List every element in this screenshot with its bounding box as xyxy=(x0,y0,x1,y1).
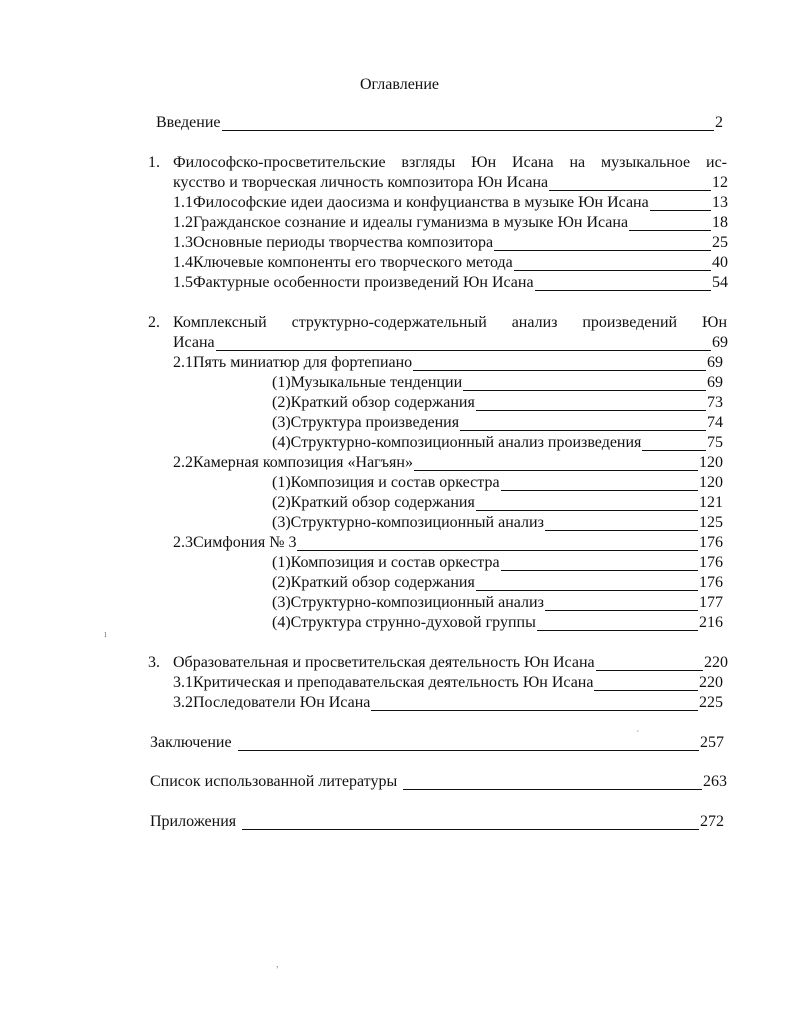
leader-line xyxy=(545,596,698,611)
toc-label: Философские идеи даосизма и конфуцианства в музыке Юн Исана xyxy=(193,194,649,211)
toc-number: (1) xyxy=(272,374,291,391)
toc-page: 263 xyxy=(703,773,727,790)
toc-page: 120 xyxy=(699,454,723,471)
chapter-number: 3. xyxy=(148,654,160,671)
toc-number: (1) xyxy=(272,474,291,491)
toc-page: 125 xyxy=(699,514,723,531)
toc-entry-intro[interactable] xyxy=(156,113,723,133)
toc-page: 216 xyxy=(699,614,723,631)
toc-label: Симфония № 3 xyxy=(193,534,297,551)
leader-line xyxy=(501,476,698,491)
leader-line xyxy=(650,196,711,211)
toc-page: 18 xyxy=(712,214,728,231)
toc-entry-1-2[interactable] xyxy=(173,213,728,233)
toc-label: Композиция и состав оркестра xyxy=(290,554,500,571)
toc-label: Последователи Юн Исана xyxy=(193,694,371,711)
chapter-1-title-line1: Философско-просветительские взгляды Юн Исана на музыкальное ис- xyxy=(173,154,727,171)
toc-page: 75 xyxy=(707,434,723,451)
toc-number: (2) xyxy=(272,394,291,411)
leader-line xyxy=(549,176,711,191)
toc-label: Образовательная и просветительская деятельность Юн Исана xyxy=(173,654,595,671)
leader-line xyxy=(222,116,715,131)
toc-label: Пять миниатюр для фортепиано xyxy=(193,354,413,371)
toc-number: 3.2 xyxy=(173,694,193,711)
toc-label: Фактурные особенности произведений Юн Исана xyxy=(193,274,534,291)
toc-label: Основные периоды творчества композитора xyxy=(193,234,494,251)
toc-page: 73 xyxy=(707,394,723,411)
toc-entry-2-1[interactable] xyxy=(173,353,723,373)
toc-page: 40 xyxy=(712,254,728,271)
leader-line xyxy=(501,556,698,571)
toc-entry-bibliography[interactable] xyxy=(150,772,727,792)
scan-speck: ´ xyxy=(636,730,640,741)
toc-page: 13 xyxy=(712,194,728,211)
toc-page: 177 xyxy=(699,594,723,611)
toc-entry-1-1[interactable] xyxy=(173,193,728,213)
toc-page: 2 xyxy=(715,114,723,131)
chapter-2-title-line1: Комплексный структурно-содержательный анализ произведений Юн xyxy=(173,314,727,331)
chapter-number: 2. xyxy=(148,314,160,331)
chapter-number: 1. xyxy=(148,154,160,171)
toc-label: Заключение xyxy=(150,734,232,751)
toc-label: Краткий обзор содержания xyxy=(290,394,475,411)
toc-label: Гражданское сознание и идеалы гуманизма в музыке Юн Исана xyxy=(193,214,629,231)
toc-page: 69 xyxy=(712,334,728,351)
toc-page: 220 xyxy=(699,674,723,691)
toc-entry-2-2-3[interactable] xyxy=(272,513,723,533)
toc-label: Камерная композиция «Нагъян» xyxy=(193,454,413,471)
page-title: Оглавление xyxy=(359,76,440,93)
toc-entry-2-1-1[interactable] xyxy=(272,373,723,393)
leader-line xyxy=(629,216,711,231)
leader-line xyxy=(476,576,698,591)
toc-page: 257 xyxy=(700,734,724,751)
toc-entry-2-2-1[interactable] xyxy=(272,473,723,493)
toc-entry-2-2[interactable] xyxy=(173,453,723,473)
toc-label: Приложения xyxy=(150,813,237,830)
toc-entry-2-3-2[interactable] xyxy=(272,573,723,593)
toc-page: 220 xyxy=(704,654,728,671)
leader-line xyxy=(238,736,699,751)
toc-entry-1-5[interactable] xyxy=(173,273,728,293)
leader-line xyxy=(297,536,698,551)
toc-number: (2) xyxy=(272,494,291,511)
leader-line xyxy=(476,396,706,411)
toc-page: 12 xyxy=(712,174,728,191)
toc-page: 74 xyxy=(707,414,723,431)
toc-entry-1-4[interactable] xyxy=(173,253,728,273)
toc-number: (4) xyxy=(272,434,291,451)
toc-label: Критическая и преподавательская деятельность Юн Исана xyxy=(193,674,594,691)
toc-page: 25 xyxy=(712,234,728,251)
toc-entry-3-1[interactable] xyxy=(173,673,723,693)
toc-entry-1-3[interactable] xyxy=(173,233,728,253)
leader-line xyxy=(494,236,711,251)
toc-number: 1.2 xyxy=(173,214,193,231)
leader-line xyxy=(216,336,711,351)
toc-page: 176 xyxy=(699,574,723,591)
leader-line xyxy=(476,496,698,511)
toc-label: Структурно-композиционный анализ произведения xyxy=(290,434,642,451)
leader-line xyxy=(242,815,699,830)
toc-page: 176 xyxy=(699,534,723,551)
toc-label: Структурно-композиционный анализ xyxy=(290,594,544,611)
toc-number: 2.3 xyxy=(173,534,193,551)
toc-entry-chapter-3[interactable] xyxy=(173,653,728,673)
leader-line xyxy=(460,416,706,431)
toc-page: 121 xyxy=(699,494,723,511)
toc-label: Музыкальные тенденции xyxy=(290,374,463,391)
toc-entry-2-1-2[interactable] xyxy=(272,393,723,413)
toc-number: 1.3 xyxy=(173,234,193,251)
toc-page: 225 xyxy=(699,694,723,711)
leader-line xyxy=(596,656,703,671)
toc-entry-2-3-4[interactable] xyxy=(272,613,723,633)
toc-number: (2) xyxy=(272,574,291,591)
leader-line xyxy=(403,775,702,790)
toc-number: (4) xyxy=(272,614,291,631)
toc-label: Исана xyxy=(173,334,215,351)
toc-entry-3-2[interactable] xyxy=(173,693,723,713)
toc-page: 69 xyxy=(707,374,723,391)
leader-line xyxy=(642,436,706,451)
toc-entry-2-3-1[interactable] xyxy=(272,553,723,573)
toc-label: Структура струнно-духовой группы xyxy=(290,614,536,631)
leader-line xyxy=(413,356,706,371)
leader-line xyxy=(537,616,698,631)
toc-label: Список использованной литературы xyxy=(150,773,398,790)
leader-line xyxy=(371,696,698,711)
toc-label: Краткий обзор содержания xyxy=(290,574,475,591)
toc-page: 54 xyxy=(712,274,728,291)
toc-label: Краткий обзор содержания xyxy=(290,494,475,511)
toc-entry-appendix[interactable] xyxy=(150,812,724,832)
toc-number: (3) xyxy=(272,594,291,611)
leader-line xyxy=(535,276,711,291)
toc-number: 1.1 xyxy=(173,194,193,211)
toc-label: Композиция и состав оркестра xyxy=(290,474,500,491)
toc-entry-chapter-1[interactable] xyxy=(173,173,728,193)
scan-speck: ı xyxy=(104,629,107,640)
leader-line xyxy=(545,516,698,531)
toc-entry-2-3-3[interactable] xyxy=(272,593,723,613)
toc-page: 176 xyxy=(699,554,723,571)
scan-speck: , xyxy=(276,959,279,970)
leader-line xyxy=(594,676,698,691)
toc-number: (3) xyxy=(272,514,291,531)
toc-number: 1.5 xyxy=(173,274,193,291)
toc-label: кусство и творческая личность композитора Юн Исана xyxy=(173,174,549,191)
toc-entry-chapter-2[interactable] xyxy=(173,333,728,353)
toc-entry-2-1-3[interactable] xyxy=(272,413,723,433)
toc-entry-2-1-4[interactable] xyxy=(272,433,723,453)
leader-line xyxy=(463,376,706,391)
toc-number: 3.1 xyxy=(173,674,193,691)
toc-entry-2-3[interactable] xyxy=(173,533,723,553)
toc-page: 69 xyxy=(707,354,723,371)
leader-line xyxy=(414,456,698,471)
toc-page: 120 xyxy=(699,474,723,491)
toc-number: 2.2 xyxy=(173,454,193,471)
toc-number: 1.4 xyxy=(173,254,193,271)
toc-label: Структурно-композиционный анализ xyxy=(290,514,544,531)
toc-label: Ключевые компоненты его творческого метода xyxy=(193,254,513,271)
toc-number: (3) xyxy=(272,414,291,431)
toc-entry-2-2-2[interactable] xyxy=(272,493,723,513)
toc-number: (1) xyxy=(272,554,291,571)
toc-label: Введение xyxy=(156,114,221,131)
toc-number: 2.1 xyxy=(173,354,193,371)
leader-line xyxy=(514,256,711,271)
toc-label: Структура произведения xyxy=(290,414,460,431)
toc-page: 272 xyxy=(700,813,724,830)
